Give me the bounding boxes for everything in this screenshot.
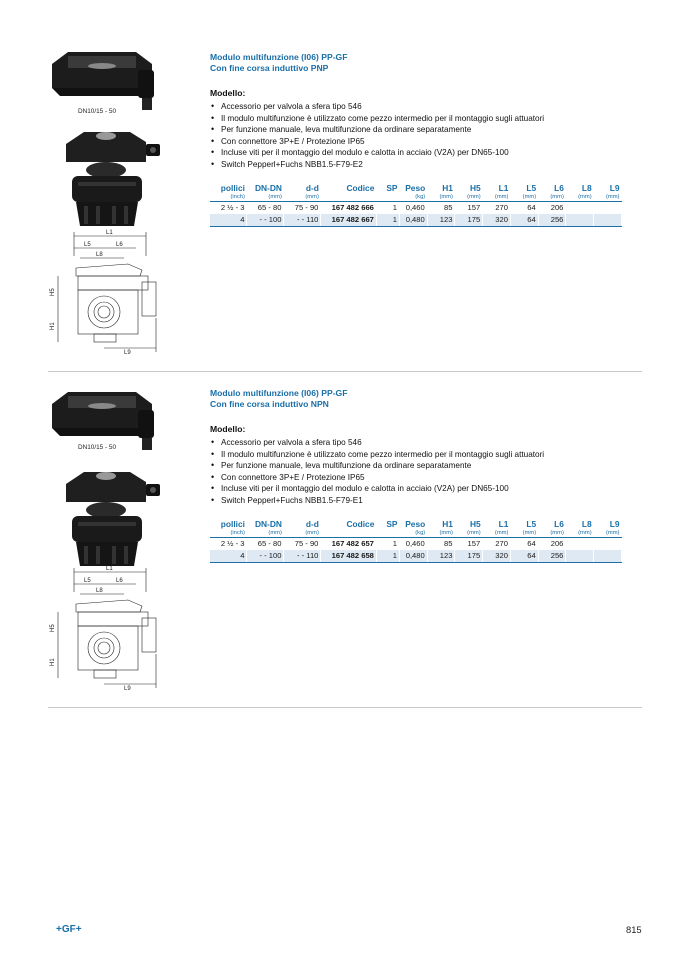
table-units-row	[210, 193, 622, 201]
drawing-label-l8: L8	[96, 588, 103, 594]
table-cell: 175	[455, 550, 483, 563]
column-header: SP	[386, 182, 398, 193]
column-unit: (mm)	[284, 193, 321, 201]
table-cell	[566, 201, 594, 214]
table-cell: 0,460	[400, 201, 428, 214]
column-header: DN-DN	[254, 182, 282, 193]
product-section-npn	[0, 372, 678, 708]
table-cell: - - 110	[284, 550, 321, 563]
table-cell: 65 - 80	[247, 201, 284, 214]
column-unit: (mm)	[455, 193, 483, 201]
drawing-label-l6: L6	[116, 242, 123, 248]
table-cell: 256	[538, 550, 566, 563]
column-unit: (mm)	[455, 529, 483, 537]
drawing-label-l9: L9	[124, 686, 131, 692]
drawing-label-l1: L1	[106, 566, 113, 572]
table-cell: 157	[455, 537, 483, 550]
column-header: pollici	[220, 182, 245, 193]
model-heading: Modello:	[210, 88, 246, 98]
column-header: L8	[581, 518, 592, 529]
dimension-drawing	[44, 562, 160, 692]
column-header: Peso	[405, 518, 426, 529]
table-cell: 65 - 80	[247, 537, 284, 550]
column-unit: (mm)	[427, 529, 455, 537]
table-cell: - - 100	[247, 550, 284, 563]
product-title	[210, 388, 348, 409]
table-cell: 123	[427, 550, 455, 563]
table-row	[210, 537, 622, 550]
table-cell: 175	[455, 214, 483, 227]
table-cell: 206	[538, 537, 566, 550]
table-units-row	[210, 529, 622, 537]
drawing-label-h5: H5	[50, 288, 56, 296]
article-code-cell: 167 482 658	[321, 550, 376, 563]
feature-list	[210, 437, 544, 507]
column-unit: (kg)	[400, 193, 428, 201]
product-title	[210, 52, 348, 73]
article-code-cell: 167 482 666	[321, 201, 376, 214]
table-cell: 4	[210, 550, 247, 563]
valve-with-module-photo	[56, 124, 166, 232]
column-unit: (mm)	[284, 529, 321, 537]
feature-item: • Accessorio per valvola a sfera tipo 546	[210, 437, 544, 449]
column-header: L8	[581, 182, 592, 193]
dn-range-label: DN10/15 - 50	[78, 108, 117, 115]
table-cell: 0,460	[400, 537, 428, 550]
column-header: d-d	[305, 518, 319, 529]
feature-item: • Accessorio per valvola a sfera tipo 546	[210, 101, 544, 113]
table-cell: 270	[483, 201, 511, 214]
column-header: L5	[526, 518, 537, 529]
table-cell: 64	[510, 550, 538, 563]
table-header-row	[210, 518, 622, 529]
table-cell: 2 ½ - 3	[210, 537, 247, 550]
column-header: L1	[498, 518, 509, 529]
column-unit: (kg)	[400, 529, 428, 537]
drawing-label-l8: L8	[96, 252, 103, 258]
column-header: H1	[442, 182, 453, 193]
column-header: L1	[498, 182, 509, 193]
column-unit: (mm)	[510, 529, 538, 537]
table-cell: 4	[210, 214, 247, 227]
section-divider	[48, 707, 642, 708]
column-unit: (inch)	[210, 529, 247, 537]
table-cell: 64	[510, 214, 538, 227]
table-cell: 85	[427, 201, 455, 214]
column-unit	[376, 193, 399, 201]
column-unit: (mm)	[247, 193, 284, 201]
table-cell: 75 - 90	[284, 537, 321, 550]
table-cell	[594, 201, 622, 214]
feature-item: • Con connettore 3P+E / Protezione IP65	[210, 136, 544, 148]
feature-item: • Incluse viti per il montaggio del modulo e calotta in acciaio (V2A) per DN65-100	[210, 483, 544, 495]
gf-logo: +GF+	[56, 924, 82, 935]
column-unit: (mm)	[566, 529, 594, 537]
column-header: H5	[469, 518, 481, 529]
valve-with-module-photo	[56, 464, 166, 572]
feature-item: • Con connettore 3P+E / Protezione IP65	[210, 472, 544, 484]
table-cell	[566, 550, 594, 563]
table-cell: 320	[483, 550, 511, 563]
feature-item: • Il modulo multifunzione è utilizzato come pezzo intermedio per il montaggio sugli attuatori	[210, 113, 544, 125]
column-header: SP	[386, 518, 398, 529]
table-cell: - - 110	[284, 214, 321, 227]
product-title-line2: Con fine corsa induttivo NPN	[210, 398, 329, 409]
table-row	[210, 214, 622, 227]
table-cell: - - 100	[247, 214, 284, 227]
table-cell	[566, 214, 594, 227]
column-header: L9	[609, 518, 620, 529]
table-cell	[594, 537, 622, 550]
column-unit: (mm)	[510, 193, 538, 201]
table-cell: 64	[510, 537, 538, 550]
dn-range-label: DN10/15 - 50	[78, 444, 117, 451]
column-header: L6	[554, 518, 564, 529]
drawing-label-l6: L6	[116, 578, 123, 584]
column-unit: (mm)	[594, 529, 622, 537]
column-unit: (mm)	[427, 193, 455, 201]
column-header: DN-DN	[254, 518, 282, 529]
column-header: d-d	[305, 182, 319, 193]
table-row	[210, 201, 622, 214]
article-code-cell: 167 482 667	[321, 214, 376, 227]
table-cell: 0,480	[400, 214, 428, 227]
table-cell: 75 - 90	[284, 201, 321, 214]
dimension-drawing	[44, 226, 160, 356]
feature-item: • Switch Pepperl+Fuchs NBB1.5-F79-E1	[210, 495, 544, 507]
column-unit: (inch)	[210, 193, 247, 201]
table-cell: 64	[510, 201, 538, 214]
product-section-pnp	[0, 0, 678, 372]
drawing-label-l5: L5	[84, 242, 91, 248]
table-header-row	[210, 182, 622, 193]
column-header: Peso	[405, 182, 426, 193]
table-cell: 2 ½ - 3	[210, 201, 247, 214]
drawing-label-l1: L1	[106, 230, 113, 236]
column-unit: (mm)	[594, 193, 622, 201]
column-unit: (mm)	[247, 529, 284, 537]
feature-item: • Per funzione manuale, leva multifunzione da ordinare separatamente	[210, 460, 544, 472]
column-unit: (mm)	[538, 193, 566, 201]
page-number: 815	[626, 924, 642, 935]
column-header: L6	[554, 182, 564, 193]
table-cell: 0,480	[400, 550, 428, 563]
table-cell	[594, 214, 622, 227]
module-top-photo	[44, 44, 160, 116]
table-cell	[594, 550, 622, 563]
feature-item: • Incluse viti per il montaggio del modulo e calotta in acciaio (V2A) per DN65-100	[210, 147, 544, 159]
table-cell: 320	[483, 214, 511, 227]
product-title-line2: Con fine corsa induttivo PNP	[210, 62, 329, 73]
table-cell: 157	[455, 201, 483, 214]
spec-table	[210, 518, 622, 563]
product-title-line1: Modulo multifunzione (I06) PP-GF	[210, 388, 348, 398]
column-header: Codice	[346, 182, 375, 193]
table-cell: 1	[376, 214, 399, 227]
column-unit	[376, 529, 399, 537]
column-unit: (mm)	[566, 193, 594, 201]
table-row	[210, 550, 622, 563]
column-header: L5	[526, 182, 537, 193]
article-code-cell: 167 482 657	[321, 537, 376, 550]
table-cell: 206	[538, 201, 566, 214]
column-unit: (mm)	[483, 193, 511, 201]
drawing-label-h5: H5	[50, 624, 56, 632]
column-header: pollici	[220, 518, 245, 529]
table-cell: 256	[538, 214, 566, 227]
table-cell: 1	[376, 550, 399, 563]
column-unit: (mm)	[538, 529, 566, 537]
product-title-line1: Modulo multifunzione (I06) PP-GF	[210, 52, 348, 62]
table-cell: 270	[483, 537, 511, 550]
column-unit	[321, 193, 376, 201]
table-cell: 123	[427, 214, 455, 227]
drawing-label-h1: H1	[50, 658, 56, 666]
table-cell: 1	[376, 537, 399, 550]
drawing-label-l9: L9	[124, 350, 131, 356]
spec-table	[210, 182, 622, 227]
feature-item: • Il modulo multifunzione è utilizzato come pezzo intermedio per il montaggio sugli attuatori	[210, 449, 544, 461]
model-heading: Modello:	[210, 424, 246, 434]
drawing-label-l5: L5	[84, 578, 91, 584]
feature-item: • Switch Pepperl+Fuchs NBB1.5-F79-E2	[210, 159, 544, 171]
feature-list	[210, 101, 544, 171]
column-header: H1	[442, 518, 453, 529]
column-header: L9	[609, 182, 620, 193]
drawing-label-h1: H1	[50, 322, 56, 330]
column-header: Codice	[346, 518, 375, 529]
column-unit: (mm)	[483, 529, 511, 537]
table-cell: 85	[427, 537, 455, 550]
table-cell: 1	[376, 201, 399, 214]
feature-item: • Per funzione manuale, leva multifunzione da ordinare separatamente	[210, 124, 544, 136]
column-header: H5	[469, 182, 481, 193]
column-unit	[321, 529, 376, 537]
table-cell	[566, 537, 594, 550]
